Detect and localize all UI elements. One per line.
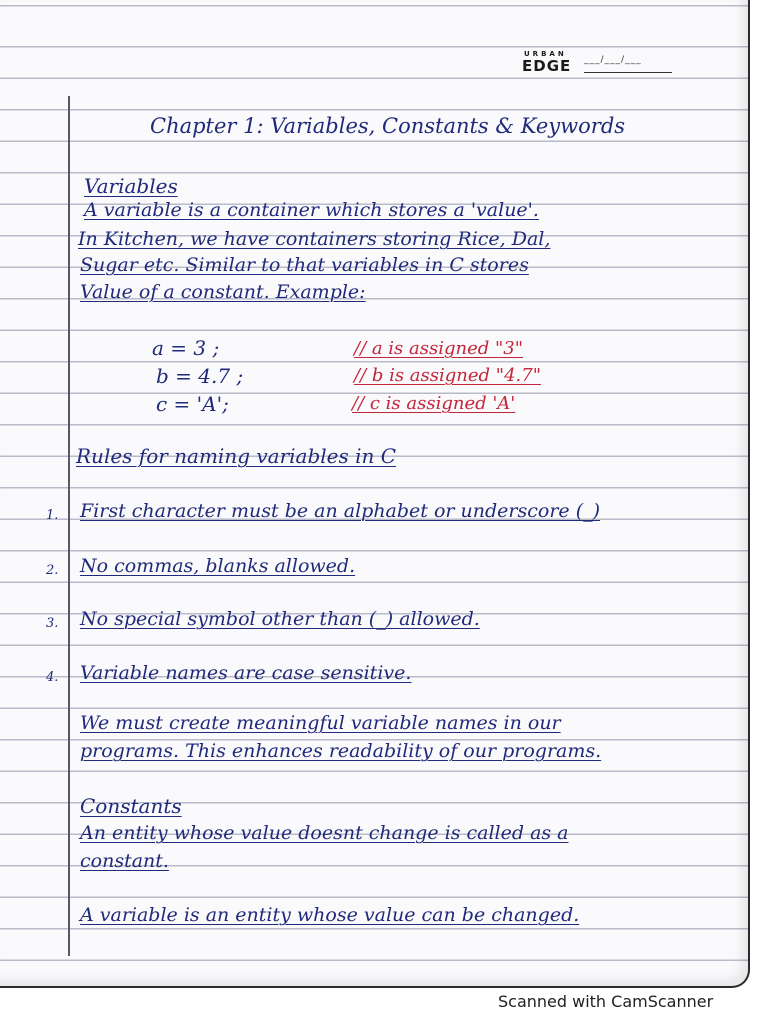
example-code-2: b = 4.7 ;	[156, 364, 244, 388]
rule-1: First character must be an alphabet or underscore (_)	[80, 500, 601, 522]
brand-small-text: URBAN	[524, 50, 567, 58]
variables-heading: Variables	[84, 174, 178, 198]
variables-line-3: Sugar etc. Similar to that variables in C stores	[80, 254, 529, 276]
rule-number-1: 1.	[46, 508, 59, 523]
rules-heading: Rules for naming variables in C	[76, 444, 397, 468]
date-underline	[584, 72, 672, 73]
variables-line-1: A variable is a container which stores a 'value'.	[84, 199, 539, 221]
rule-4: Variable names are case sensitive.	[80, 662, 412, 684]
scanner-watermark: Scanned with CamScanner	[498, 992, 714, 1011]
closing-statement: A variable is an entity whose value can be changed.	[80, 904, 580, 926]
rule-number-4: 4.	[46, 670, 59, 685]
example-comment-1: // a is assigned "3"	[354, 338, 524, 359]
example-code-3: c = 'A';	[156, 392, 229, 416]
brand-name: EDGE	[522, 57, 572, 75]
note-line-1: We must create meaningful variable names in our	[80, 712, 561, 734]
example-comment-3: // c is assigned 'A'	[352, 393, 516, 414]
rule-number-3: 3.	[46, 616, 59, 631]
variables-line-4: Value of a constant. Example:	[80, 281, 366, 303]
example-code-1: a = 3 ;	[152, 336, 220, 360]
rule-2: No commas, blanks allowed.	[80, 555, 356, 577]
constants-line-2: constant.	[80, 850, 169, 872]
rule-3: No special symbol other than (_) allowed.	[80, 608, 480, 630]
rule-number-2: 2.	[46, 563, 59, 578]
variables-line-2: In Kitchen, we have containers storing Rice, Dal,	[78, 228, 551, 250]
date-field: ___/___/___	[584, 55, 642, 65]
constants-heading: Constants	[80, 794, 182, 818]
notebook-brand-logo	[522, 50, 571, 75]
note-line-2: programs. This enhances readability of our programs.	[80, 740, 602, 762]
page-title: Chapter 1: Variables, Constants & Keywords	[150, 114, 626, 138]
margin-line	[68, 96, 70, 956]
example-comment-2: // b is assigned "4.7"	[354, 365, 541, 386]
constants-line-1: An entity whose value doesnt change is called as a	[80, 822, 569, 844]
